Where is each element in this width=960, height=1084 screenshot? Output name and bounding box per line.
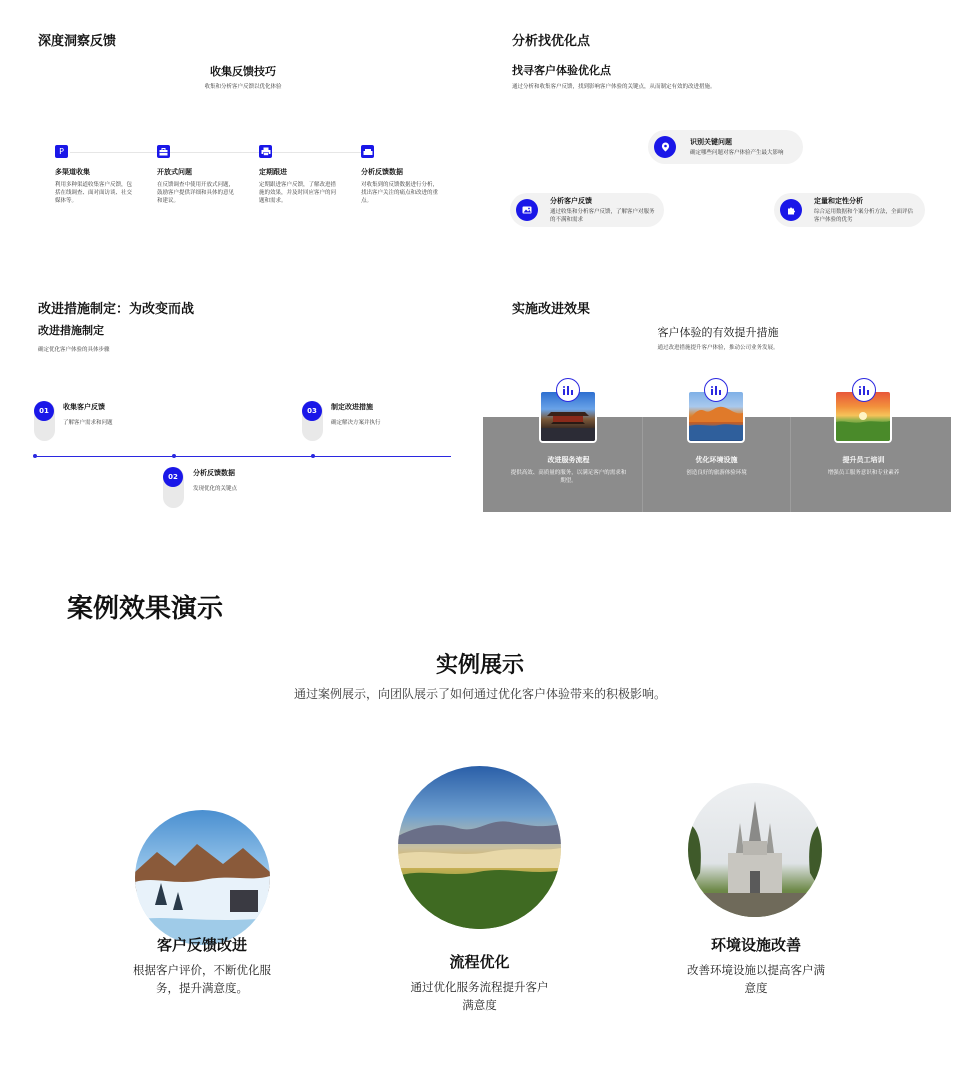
slide-1-item (259, 145, 341, 205)
case-label: 客户反馈改进 (156, 936, 247, 954)
card (805, 455, 922, 477)
slide-2-item-desc: 确定哪些问题对客户体验产生最大影响 (690, 150, 784, 156)
parking-icon: P (55, 145, 68, 158)
slide-1-item-desc: 利用多种渠道收集客户反馈，包括在线调查、面对面访谈、社交媒体等。 (55, 182, 133, 204)
step-number: 03 (302, 401, 322, 421)
slide-1-item-label: 多渠道收集 (55, 168, 90, 176)
slide-1-item-desc: 在反馈调查中使用开放式问题，鼓励客户提供详细和具体的意见和建议。 (157, 182, 235, 204)
case-desc: 改善环境设施以提高客户满意度 (687, 963, 825, 995)
location-pin-icon (654, 136, 676, 158)
slide-1-title: 深度洞察反馈 (38, 34, 117, 49)
couch-icon (361, 145, 374, 158)
slide-2-item-label: 定量和定性分析 (814, 197, 863, 205)
timeline-dot (33, 454, 37, 458)
card (658, 455, 775, 477)
step-desc: 确定解决方案并执行 (331, 420, 381, 426)
slide-2-item-desc: 通过收集和分析客户反馈，了解客户对服务的不满和需求 (550, 209, 655, 223)
card-label: 改进服务流程 (547, 456, 590, 464)
slide-1-item-label: 开放式问题 (157, 168, 192, 176)
case-item (676, 934, 836, 997)
slide-2-heading: 找寻客户体验优化点 (512, 64, 611, 77)
slide-2-item (648, 130, 803, 164)
temple-image (688, 783, 822, 917)
slide-3-subheading: 确定优化客户体验的具体步骤 (38, 347, 110, 353)
card-divider (642, 417, 643, 512)
slide-1-item (361, 145, 443, 205)
step-desc: 了解客户需求和问题 (63, 420, 113, 426)
slide-1-subheading: 收集和分析客户反馈以优化体验 (204, 84, 282, 90)
slide-2-item-desc: 综合运用数据和个案分析方法，全面评估客户体验的优劣 (814, 209, 914, 223)
printer-icon (259, 145, 272, 158)
slide-1 (0, 0, 480, 270)
slide-4 (480, 290, 960, 530)
timeline-dot (311, 454, 315, 458)
timeline-dot (172, 454, 176, 458)
slide-2-item-label: 识别关键问题 (690, 138, 732, 146)
chart-icon (704, 378, 728, 402)
slide-4-subheading: 通过改进措施提升客户体验，推动公司业务发展。 (657, 345, 779, 351)
slide-1-item-label: 定期跟进 (259, 168, 287, 176)
step-label: 分析反馈数据 (193, 469, 235, 477)
chart-icon (852, 378, 876, 402)
card (510, 455, 627, 485)
slide-5-subheading: 通过案例展示，向团队展示了如何通过优化客户体验带来的积极影响。 (293, 687, 666, 701)
slide-2-item-label: 分析客户反馈 (550, 197, 592, 205)
case-label: 流程优化 (449, 953, 510, 971)
chart-icon (556, 378, 580, 402)
misty-valley-image (398, 766, 561, 929)
case-label: 环境设施改善 (710, 936, 801, 954)
step-number: 02 (163, 467, 183, 487)
slide-5-title: 案例效果演示 (67, 594, 224, 624)
image-icon (516, 199, 538, 221)
slide-1-item (157, 145, 239, 205)
slide-2-item (774, 193, 925, 227)
card-label: 优化环境设施 (695, 456, 738, 464)
case-desc: 根据客户评价，不断优化服务，提升满意度。 (133, 963, 271, 995)
card-divider (790, 417, 791, 512)
slide-2 (480, 0, 960, 270)
slide-3-heading: 改进措施制定 (38, 324, 104, 337)
slide-5-heading: 实例展示 (435, 653, 524, 678)
step-label: 收集客户反馈 (63, 403, 105, 411)
slide-4-heading: 客户体验的有效提升措施 (657, 326, 779, 339)
slide-1-item (55, 145, 137, 205)
slide-5 (0, 560, 960, 1084)
briefcase-icon (157, 145, 170, 158)
card-desc: 创造良好的旅游体验环境 (686, 470, 747, 476)
slide-4-title: 实施改进效果 (512, 302, 591, 317)
card-desc: 增强员工服务意识和专业素养 (827, 470, 900, 476)
slide-3 (0, 290, 480, 530)
case-item (122, 934, 282, 997)
slide-1-heading: 收集反馈技巧 (210, 65, 276, 78)
step-label: 制定改进措施 (331, 403, 373, 411)
card-desc: 提供高效、高质量的服务，以满足客户的需求和期望。 (510, 470, 627, 484)
step-number: 01 (34, 401, 54, 421)
slide-2-item (510, 193, 664, 227)
step-desc: 发现优化的关键点 (193, 486, 238, 492)
timeline-line (34, 456, 451, 457)
slide-2-title: 分析找优化点 (512, 34, 591, 49)
puzzle-icon (780, 199, 802, 221)
slide-1-item-desc: 定期跟进客户反馈，了解改进措施的效果，并及时回应客户的问题和需求。 (259, 182, 337, 204)
case-item (398, 951, 561, 1014)
card-label: 提升员工培训 (842, 456, 885, 464)
case-desc: 通过优化服务流程提升客户满意度 (410, 980, 549, 1012)
slide-2-subheading: 通过分析和收集客户反馈，找到影响客户体验的关键点，从而制定有效的改进措施。 (512, 84, 716, 90)
slide-3-title: 改进措施制定：为改变而战 (38, 302, 195, 317)
snow-mountain-image (135, 810, 270, 945)
slide-1-item-label: 分析反馈数据 (361, 168, 403, 176)
slide-1-item-desc: 对收集到的反馈数据进行分析，找出客户关注的痛点和改进的重点。 (361, 182, 439, 204)
